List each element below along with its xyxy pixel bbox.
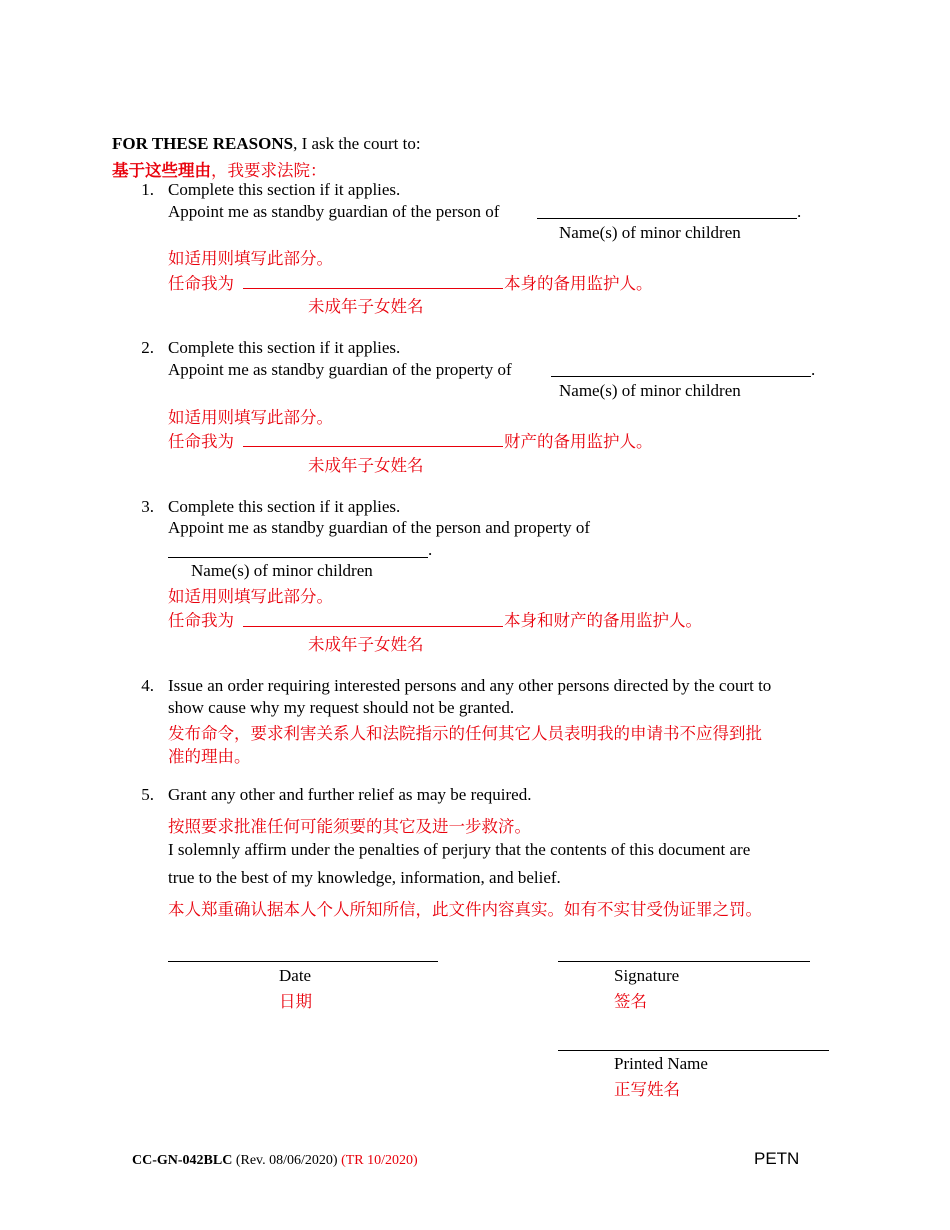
- date-label-cn: 日期: [279, 992, 312, 1011]
- item-1-appoint: Appoint me as standby guardian of the person of: [168, 202, 500, 221]
- item-1-name-field[interactable]: [537, 218, 797, 219]
- intro-bold-cn: 基于这些理由: [112, 161, 211, 180]
- date-label: Date: [279, 966, 312, 985]
- item-1-complete-cn: 如适用则填写此部分。: [168, 249, 333, 268]
- intro-rest-cn: ，我要求法院：: [211, 161, 327, 180]
- item-4-line2-cn: 准的理由。: [168, 747, 251, 766]
- item-2-period: .: [811, 360, 816, 379]
- intro-rest: , I ask the court to:: [293, 134, 421, 153]
- item-3-caption-cn: 未成年子女姓名: [308, 635, 424, 654]
- item-3-period: .: [428, 540, 433, 559]
- signature-label-cn: 签名: [614, 992, 647, 1011]
- item-1-name-field-cn[interactable]: [243, 288, 503, 289]
- printed-name-field[interactable]: [558, 1050, 829, 1051]
- item-4-line1-cn: 发布命令，要求利害关系人和法院指示的任何其它人员表明我的申请书不应得到批: [168, 724, 762, 743]
- item-3-complete: Complete this section if it applies.: [168, 497, 401, 516]
- item-1-caption-cn: 未成年子女姓名: [308, 297, 424, 316]
- item-3-caption: Name(s) of minor children: [191, 561, 373, 580]
- item-1-prefix-cn: 任命我为: [168, 274, 234, 293]
- item-5-number: 5.: [141, 785, 154, 804]
- footer-code: PETN: [754, 1149, 800, 1168]
- footer-rev: (Rev. 08/06/2020): [232, 1153, 342, 1168]
- item-1-period: .: [797, 202, 802, 221]
- date-field[interactable]: [168, 961, 438, 962]
- affirmation-line2: true to the best of my knowledge, information, and belief.: [168, 868, 561, 887]
- item-2-caption-cn: 未成年子女姓名: [308, 456, 424, 475]
- item-2-name-field-cn[interactable]: [243, 446, 503, 447]
- item-2-name-field[interactable]: [551, 376, 811, 377]
- item-2-complete: Complete this section if it applies.: [168, 338, 401, 357]
- item-3-prefix-cn: 任命我为: [168, 611, 234, 630]
- item-4-line2: show cause why my request should not be granted.: [168, 698, 515, 717]
- intro-bold: FOR THESE REASONS: [112, 134, 294, 153]
- intro-line-cn: [112, 157, 327, 181]
- signature-field[interactable]: [558, 961, 810, 962]
- item-4-number: 4.: [141, 676, 154, 695]
- item-2-caption: Name(s) of minor children: [559, 381, 741, 400]
- footer-form-id: CC-GN-042BLC: [132, 1153, 233, 1168]
- item-2-suffix-cn: 财产的备用监护人。: [504, 432, 653, 451]
- item-1-suffix-cn: 本身的备用监护人。: [504, 274, 653, 293]
- item-1-complete: Complete this section if it applies.: [168, 180, 401, 199]
- signature-label: Signature: [614, 966, 680, 985]
- item-1-number: 1.: [141, 180, 154, 199]
- item-1-caption: Name(s) of minor children: [559, 223, 741, 242]
- item-3-suffix-cn: 本身和财产的备用监护人。: [504, 611, 702, 630]
- item-2-complete-cn: 如适用则填写此部分。: [168, 408, 333, 427]
- item-3-appoint: Appoint me as standby guardian of the person and property of: [168, 518, 591, 537]
- item-4-line1: Issue an order requiring interested persons and any other persons directed by the court to: [168, 676, 772, 695]
- item-3-complete-cn: 如适用则填写此部分。: [168, 587, 333, 606]
- affirmation-cn: 本人郑重确认据本人个人所知所信，此文件内容真实。如有不实甘受伪证罪之罚。: [168, 900, 762, 919]
- item-3-number: 3.: [141, 497, 154, 516]
- item-2-appoint: Appoint me as standby guardian of the property of: [168, 360, 512, 379]
- item-3-name-field-cn[interactable]: [243, 626, 503, 627]
- item-3-name-field[interactable]: [168, 557, 428, 558]
- item-2-number: 2.: [141, 338, 154, 357]
- printed-name-label-cn: 正写姓名: [614, 1080, 680, 1099]
- item-5-line1: Grant any other and further relief as may be required.: [168, 785, 532, 804]
- printed-name-label: Printed Name: [614, 1054, 708, 1073]
- item-5-line1-cn: 按照要求批准任何可能须要的其它及进一步救济。: [168, 817, 531, 836]
- footer-tr: (TR 10/2020): [341, 1153, 418, 1168]
- affirmation-line1: I solemnly affirm under the penalties of perjury that the contents of this document are: [168, 840, 751, 859]
- item-2-prefix-cn: 任命我为: [168, 432, 234, 451]
- footer-form-info: [132, 1153, 418, 1169]
- intro-line: [112, 134, 421, 154]
